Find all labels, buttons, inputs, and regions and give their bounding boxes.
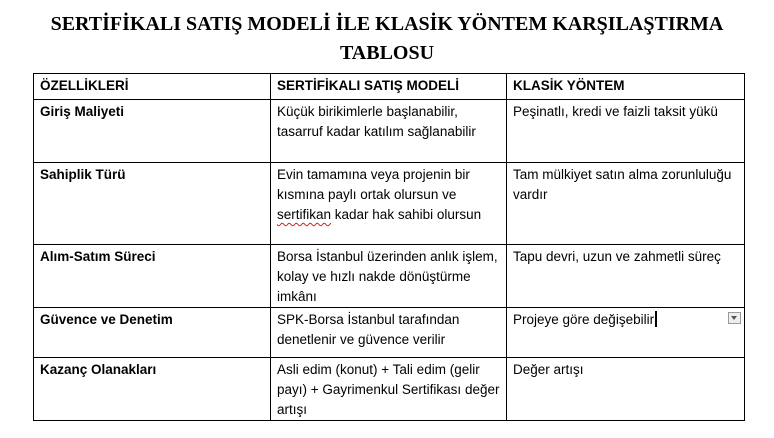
spellcheck-flagged-word[interactable]: sertifikan [277, 207, 332, 222]
table-row [34, 358, 745, 421]
certified-cell[interactable]: Küçük birikimlerle başlanabilir, tasarruf kadar katılım sağlanabilir [271, 100, 507, 163]
feature-cell[interactable]: Giriş Maliyeti [34, 100, 271, 163]
comparison-table [33, 73, 745, 421]
classic-cell-text: Projeye göre değişebilir [513, 312, 655, 327]
classic-cell-active[interactable] [507, 308, 745, 358]
certified-text-part: kadar hak sahibi olursun [331, 207, 482, 222]
table-row [34, 163, 745, 245]
header-feature[interactable]: ÖZELLİKLERİ [34, 74, 271, 100]
table-row [34, 100, 745, 163]
certified-cell[interactable]: Asli edim (konut) + Tali edim (gelir payı) + Gayrimenkul Sertifikası değer artışı [271, 358, 507, 421]
text-cursor [655, 311, 657, 327]
table-row [34, 308, 745, 358]
feature-cell[interactable]: Alım-Satım Süreci [34, 245, 271, 308]
classic-cell[interactable]: Tam mülkiyet satın alma zorunluluğu vardır [507, 163, 745, 245]
classic-cell[interactable]: Tapu devri, uzun ve zahmetli süreç [507, 245, 745, 308]
certified-text-part: Evin tamamına veya projenin bir kısmına paylı ortak olursun ve [277, 167, 470, 202]
feature-cell[interactable]: Kazanç Olanakları [34, 358, 271, 421]
header-classic[interactable]: KLASİK YÖNTEM [507, 74, 745, 100]
document-title [0, 10, 774, 68]
classic-cell[interactable]: Değer artışı [507, 358, 745, 421]
certified-cell[interactable] [271, 163, 507, 245]
classic-cell[interactable]: Peşinatlı, kredi ve faizli taksit yükü [507, 100, 745, 163]
table-row [34, 245, 745, 308]
title-line-1: SERTİFİKALI SATIŞ MODELİ İLE KLASİK YÖNTEM KARŞILAŞTIRMA [50, 13, 724, 35]
chevron-down-icon[interactable] [728, 312, 741, 324]
feature-cell[interactable]: Güvence ve Denetim [34, 308, 271, 358]
header-row [34, 74, 745, 100]
header-certified[interactable]: SERTİFİKALI SATIŞ MODELİ [271, 74, 507, 100]
feature-cell[interactable]: Sahiplik Türü [34, 163, 271, 245]
certified-cell[interactable]: SPK-Borsa İstanbul tarafından denetlenir ve güvence verilir [271, 308, 507, 358]
title-line-2: TABLOSU [339, 42, 435, 64]
certified-cell[interactable]: Borsa İstanbul üzerinden anlık işlem, kolay ve hızlı nakde dönüştürme imkânı [271, 245, 507, 308]
